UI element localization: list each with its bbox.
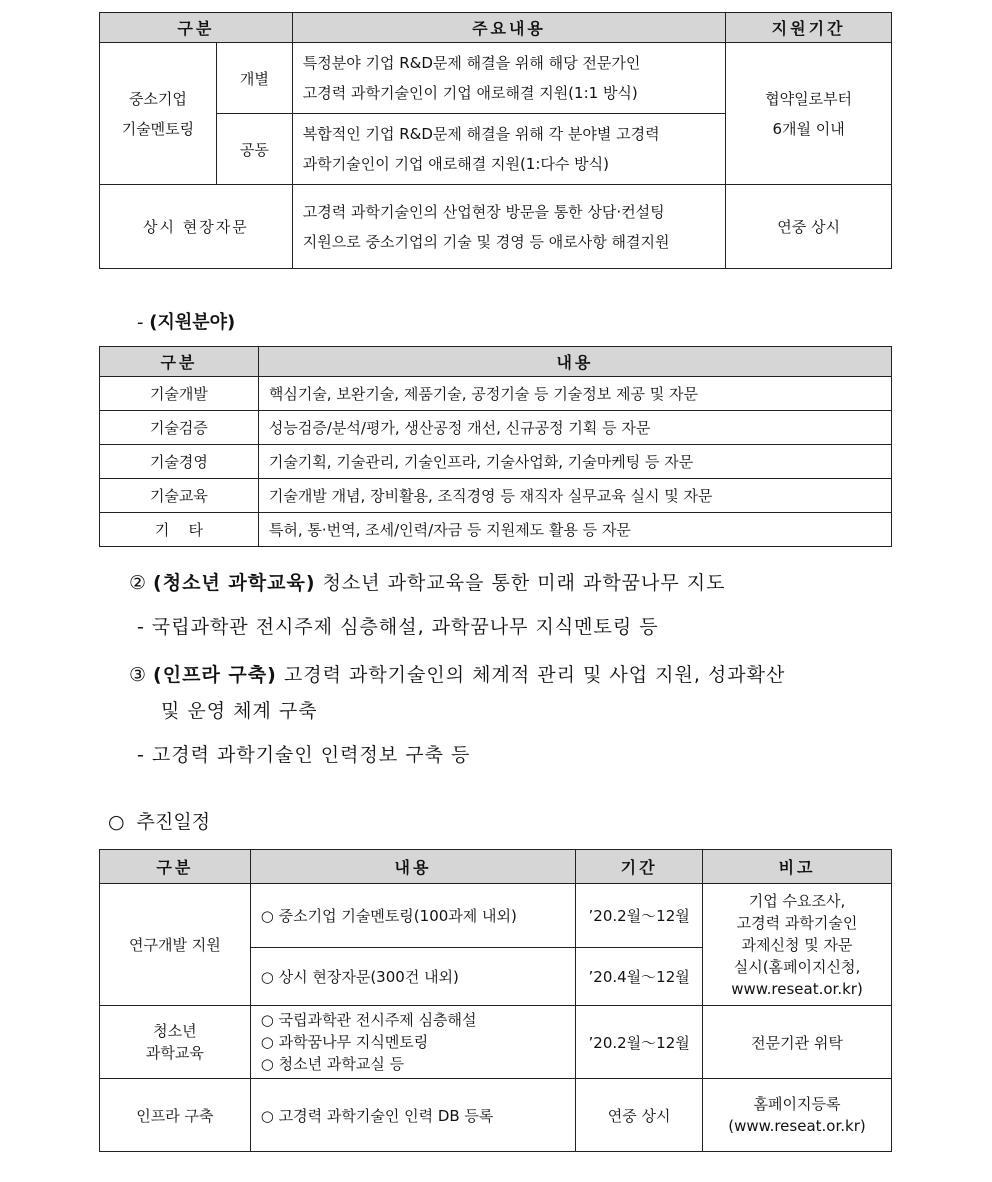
item-infrastructure	[129, 660, 785, 687]
circle-bullet-icon: ○	[108, 811, 125, 833]
header-note: 비고	[703, 850, 892, 884]
item-text: 고경력 과학기술인의 체계적 관리 및 사업 지원, 성과확산	[283, 664, 786, 686]
field-label: 기술경영	[100, 445, 259, 479]
note-rnd: 기업 수요조사, 고경력 과학기술인 과제신청 및 자문 실시(홈페이지신청, www.reseat.or.kr)	[703, 884, 892, 1006]
item-number: ③	[129, 664, 148, 686]
schedule-table	[99, 849, 892, 1152]
dash: -	[137, 312, 144, 333]
header-period: 기간	[576, 850, 703, 884]
item-number: ②	[129, 572, 148, 594]
item-youth-education	[129, 568, 726, 595]
sub-joint: 공동	[216, 114, 292, 185]
item-onsite-advisory: ○ 상시 현장자문(300건 내외)	[250, 948, 575, 1006]
period-feb-dec: ’20.2월～12월	[576, 884, 703, 948]
field-label: 기술검증	[100, 411, 259, 445]
item-title: (인프라 구축)	[153, 664, 277, 686]
support-type-table	[99, 12, 892, 269]
header-content: 내용	[250, 850, 575, 884]
content-individual: 특정분야 기업 R&D문제 해결을 위해 해당 전문가인 고경력 과학기술인이 기업 애로해결 지원(1:1 방식)	[292, 43, 725, 114]
items-youth-education: ○ 국립과학관 전시주제 심층해설 ○ 과학꿈나무 지식멘토링 ○ 청소년 과학교실 등	[250, 1006, 575, 1079]
section-support-fields	[137, 308, 235, 334]
header-main-content: 주요내용	[292, 13, 725, 43]
header-category: 구분	[100, 850, 251, 884]
period-agreement: 협약일로부터 6개월 이내	[726, 43, 892, 185]
item-db-registration: ○ 고경력 과학기술인 인력 DB 등록	[250, 1079, 575, 1152]
header-period: 지원기간	[726, 13, 892, 43]
field-label: 기술개발	[100, 377, 259, 411]
schedule-heading	[108, 807, 210, 834]
section-title: (지원분야)	[149, 312, 236, 333]
item-youth-education-detail: - 국립과학관 전시주제 심층해설, 과학꿈나무 지식멘토링 등	[137, 616, 659, 638]
period-apr-dec: ’20.4월～12월	[576, 948, 703, 1006]
period-year-round: 연중 상시	[726, 185, 892, 269]
field-content: 특허, 통·번역, 조세/인력/자금 등 지원제도 활용 등 자문	[258, 513, 891, 547]
item-text: 청소년 과학교육을 통한 미래 과학꿈나무 지도	[322, 572, 726, 594]
note-homepage: 홈페이지등록 (www.reseat.or.kr)	[703, 1079, 892, 1152]
field-label: 기술교육	[100, 479, 259, 513]
period-year-round: 연중 상시	[576, 1079, 703, 1152]
schedule-title: 추진일정	[136, 811, 211, 833]
header-category: 구분	[100, 347, 259, 377]
label-youth-education: 청소년 과학교육	[100, 1006, 251, 1079]
support-fields-table	[99, 346, 892, 547]
sub-individual: 개별	[216, 43, 292, 114]
header-content: 내용	[258, 347, 891, 377]
period-feb-dec: ’20.2월～12월	[576, 1006, 703, 1079]
content-onsite-advisory: 고경력 과학기술인의 산업현장 방문을 통한 상담·컨설팅 지원으로 중소기업의 기술 및 경영 등 애로사항 해결지원	[292, 185, 725, 269]
field-label: 기 타	[100, 513, 259, 547]
group-sme-mentoring: 중소기업 기술멘토링	[100, 43, 217, 185]
label-infrastructure: 인프라 구축	[100, 1079, 251, 1152]
item-sme-mentoring: ○ 중소기업 기술멘토링(100과제 내외)	[250, 884, 575, 948]
item-infrastructure-detail: - 고경력 과학기술인 인력정보 구축 등	[137, 744, 471, 766]
item-title: (청소년 과학교육)	[153, 572, 316, 594]
label-rnd-support: 연구개발 지원	[100, 884, 251, 1006]
field-content: 성능검증/분석/평가, 생산공정 개선, 신규공정 기획 등 자문	[258, 411, 891, 445]
label-onsite-advisory: 상시 현장자문	[100, 185, 293, 269]
item-infrastructure-line2: 및 운영 체계 구축	[161, 700, 318, 722]
field-content: 기술기획, 기술관리, 기술인프라, 기술사업화, 기술마케팅 등 자문	[258, 445, 891, 479]
content-joint: 복합적인 기업 R&D문제 해결을 위해 각 분야별 고경력 과학기술인이 기업 애로해결 지원(1:다수 방식)	[292, 114, 725, 185]
field-content: 기술개발 개념, 장비활용, 조직경영 등 재직자 실무교육 실시 및 자문	[258, 479, 891, 513]
note-outsourced: 전문기관 위탁	[703, 1006, 892, 1079]
field-content: 핵심기술, 보완기술, 제품기술, 공정기술 등 기술정보 제공 및 자문	[258, 377, 891, 411]
header-category: 구분	[100, 13, 293, 43]
